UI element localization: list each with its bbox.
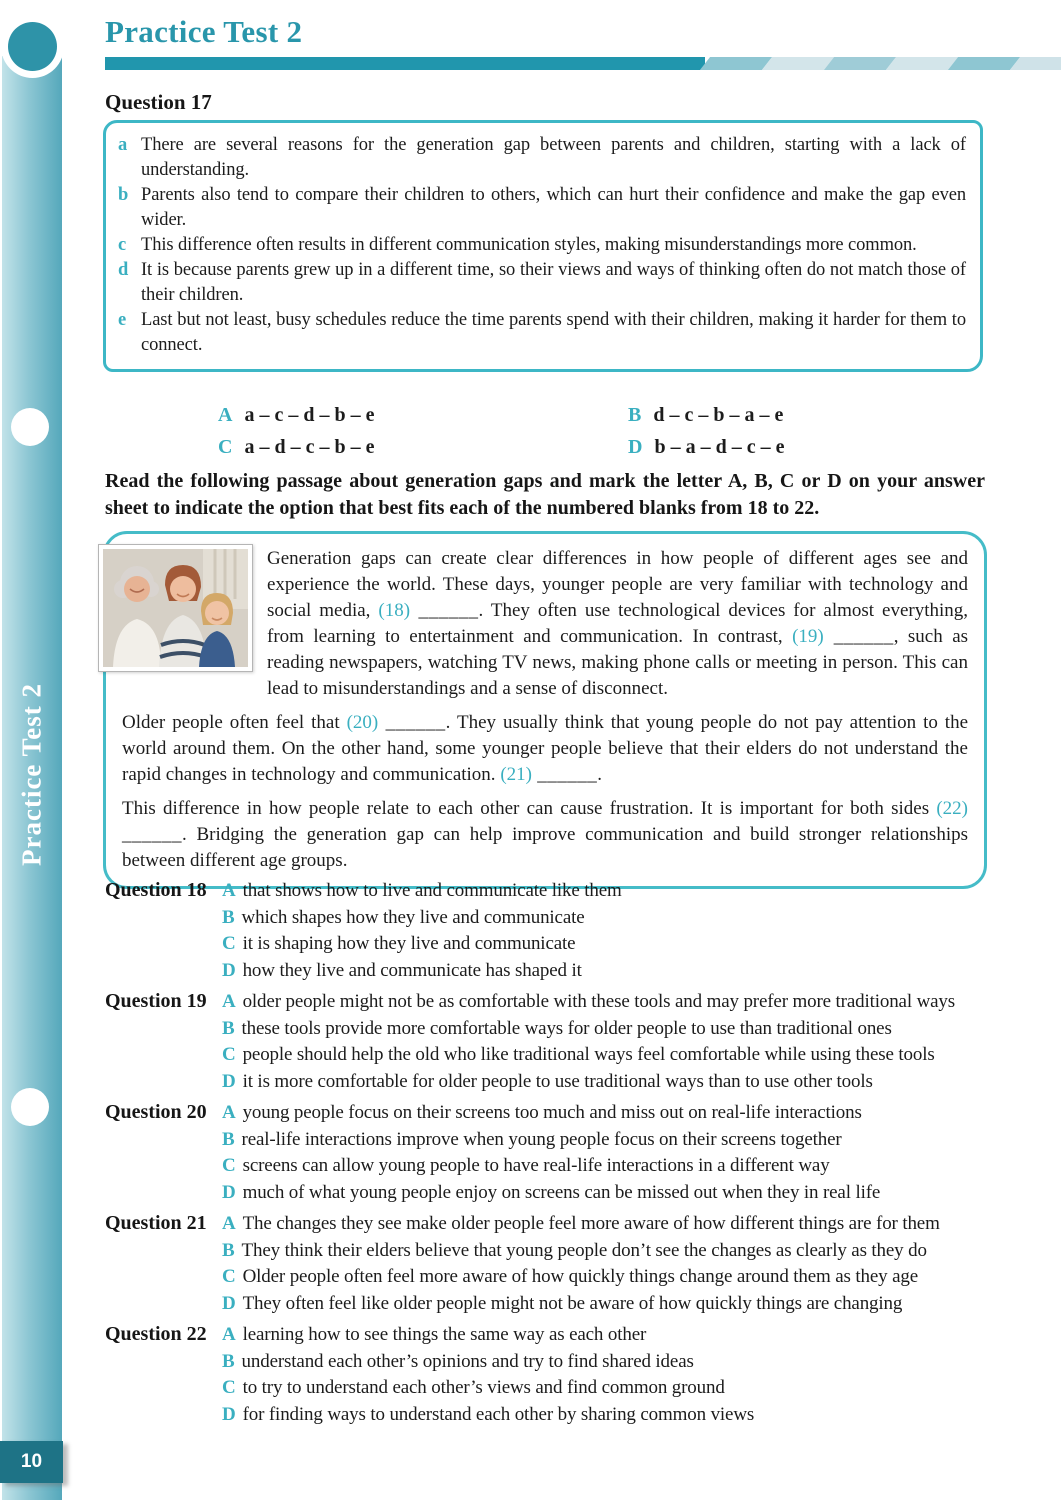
answer-option bbox=[222, 1127, 1045, 1154]
answer-option bbox=[222, 878, 1045, 905]
sentence-letter: e bbox=[118, 310, 127, 330]
header-bar-segment bbox=[824, 57, 896, 70]
answer-option bbox=[222, 1042, 1045, 1069]
option-text: to try to understand each other’s views and find common ground bbox=[242, 1377, 725, 1398]
q17-sentence-list bbox=[118, 133, 966, 358]
answer-option bbox=[222, 989, 1045, 1016]
question-block bbox=[105, 1100, 1045, 1206]
option-text: that shows how to live and communicate like them bbox=[242, 880, 622, 901]
option-text: screens can allow young people to have real-life interactions in a different way bbox=[242, 1155, 830, 1176]
decorative-top-circle bbox=[8, 22, 57, 71]
passage-text-segment: , such as reading newspapers, watching TV news, making phone calls or meeting in person. This can lead to misunderstandings and a sense of disconnect. bbox=[267, 626, 969, 699]
sentence-text: Parents also tend to compare their children to others, which can hurt their confidence and make the gap even wider. bbox=[141, 185, 966, 230]
option-letter: B bbox=[222, 1239, 235, 1261]
answer-option bbox=[222, 1375, 1045, 1402]
question-block bbox=[105, 1322, 1045, 1428]
q17-sentence bbox=[118, 133, 966, 183]
answer-option bbox=[222, 1402, 1045, 1429]
question-options bbox=[222, 1322, 1045, 1428]
option-text: b – a – d – c – e bbox=[654, 436, 785, 458]
option-letter: D bbox=[222, 1181, 236, 1203]
question-block bbox=[105, 878, 1045, 984]
sentence-letter: d bbox=[118, 260, 129, 280]
question-block bbox=[105, 1211, 1045, 1317]
answer-option bbox=[222, 1238, 1045, 1265]
option-text: They think their elders believe that young people don’t see the changes as clearly as they do bbox=[241, 1239, 927, 1261]
option-letter: B bbox=[222, 1350, 235, 1372]
question-options bbox=[222, 989, 1045, 1095]
header-bar-segment bbox=[886, 57, 958, 70]
passage-text-segment: . bbox=[597, 764, 602, 785]
option-text: real-life interactions improve when young people focus on their screens together bbox=[241, 1128, 842, 1150]
passage-text-segment: Generation gaps can create clear differences in how people of different ages see and experience the world. These days, younger people are very familiar with technology and social media, bbox=[267, 548, 968, 621]
passage-text-segment: This difference in how people relate to each other can cause frustration. It is important for both sides bbox=[122, 798, 937, 819]
option-letter: C bbox=[222, 1155, 236, 1176]
option-letter: A bbox=[222, 1102, 236, 1123]
option-text: a – d – c – b – e bbox=[244, 436, 375, 458]
blank-number: (22) bbox=[936, 798, 968, 819]
option-letter: D bbox=[628, 436, 643, 458]
question-label: Question 22 bbox=[105, 1323, 207, 1345]
header-bar-segment bbox=[762, 57, 834, 70]
option-letter: D bbox=[222, 1070, 236, 1092]
option-letter: B bbox=[628, 404, 642, 426]
sentence-letter: c bbox=[118, 235, 127, 255]
page-title: Practice Test 2 bbox=[105, 14, 303, 49]
option-letter: D bbox=[222, 1403, 236, 1425]
question-options bbox=[222, 1211, 1045, 1317]
question-options bbox=[222, 1100, 1045, 1206]
passage-paragraph bbox=[122, 796, 968, 874]
question17-sentence-box bbox=[103, 120, 983, 372]
q17-sentence bbox=[118, 308, 966, 358]
option-letter: B bbox=[222, 1128, 235, 1150]
sentence-text: Last but not least, busy schedules reduce the time parents spend with their children, making it harder for them to connect. bbox=[141, 310, 966, 355]
answer-option bbox=[222, 1180, 1045, 1207]
sentence-letter: a bbox=[118, 135, 128, 155]
blank-line: ______ bbox=[122, 824, 182, 845]
blank-number: (18) bbox=[378, 600, 411, 621]
blank-line: ______ bbox=[410, 600, 479, 621]
question-block bbox=[105, 989, 1045, 1095]
option-letter: C bbox=[222, 933, 236, 954]
blank-number: (21) bbox=[500, 764, 532, 785]
header-underline-bar bbox=[105, 57, 1020, 70]
decorative-white-circle bbox=[11, 408, 49, 446]
option-letter: D bbox=[222, 1292, 236, 1314]
option-letter: A bbox=[222, 880, 236, 901]
option-letter: C bbox=[222, 1044, 236, 1065]
family-photo-frame bbox=[98, 544, 253, 672]
answer-option bbox=[222, 1349, 1045, 1376]
option-text: how they live and communicate has shaped it bbox=[242, 959, 582, 981]
option-letter: A bbox=[222, 1324, 236, 1345]
answer-option bbox=[222, 1211, 1045, 1238]
option-text: The changes they see make older people feel more aware of how different things are for them bbox=[242, 1213, 940, 1234]
option-text: for finding ways to understand each other by sharing common views bbox=[242, 1403, 755, 1425]
header-bar-solid bbox=[105, 57, 705, 70]
passage-paragraph bbox=[122, 710, 968, 788]
q17-sentence bbox=[118, 233, 966, 258]
passage-text-segment: . Bridging the generation gap can help improve communication and build stronger relationships between different age groups. bbox=[122, 824, 968, 871]
answer-option bbox=[222, 958, 1045, 985]
answer-option bbox=[222, 1100, 1045, 1127]
option-letter: D bbox=[222, 959, 236, 981]
questions-18-22 bbox=[105, 878, 1045, 1433]
passage-text-segment: . They often use technological devices for almost everything, from learning to entertainment and communication. In contrast, bbox=[267, 600, 969, 647]
answer-option bbox=[222, 1291, 1045, 1318]
option-letter: B bbox=[222, 906, 235, 928]
question-label: Question 19 bbox=[105, 990, 207, 1012]
sentence-text: There are several reasons for the generation gap between parents and children, starting with a lack of understanding. bbox=[141, 135, 966, 180]
answer-option bbox=[222, 1016, 1045, 1043]
option-letter: C bbox=[222, 1266, 236, 1287]
option-text: it is shaping how they live and communicate bbox=[242, 933, 576, 954]
section-instruction: Read the following passage about generation gaps and mark the letter A, B, C or D on your answer sheet to indicate the option that best fits each of the numbered blanks from 18 to 22. bbox=[105, 470, 985, 519]
question17-label: Question 17 bbox=[105, 90, 212, 114]
answer-option bbox=[222, 1322, 1045, 1349]
option-text: understand each other’s opinions and try to find shared ideas bbox=[241, 1350, 694, 1372]
passage-box bbox=[103, 531, 987, 889]
sentence-text: This difference often results in different communication styles, making misunderstandings more common. bbox=[141, 235, 917, 255]
option-text: which shapes how they live and communicate bbox=[241, 906, 585, 928]
option-text: young people focus on their screens too much and miss out on real-life interactions bbox=[242, 1102, 862, 1123]
option-text: people should help the old who like traditional ways feel comfortable while using these tools bbox=[242, 1044, 935, 1065]
header-bar-segment bbox=[700, 57, 772, 70]
q17-sentence bbox=[118, 183, 966, 233]
question-options bbox=[222, 878, 1045, 984]
option-letter: A bbox=[222, 1213, 236, 1234]
sidebar-vertical-title: Practice Test 2 bbox=[16, 683, 47, 867]
option-text: Older people often feel more aware of how quickly things change around them as they age bbox=[242, 1266, 919, 1287]
blank-line: ______ bbox=[823, 626, 894, 647]
question-label: Question 18 bbox=[105, 879, 207, 901]
header-bar-segment bbox=[1010, 57, 1061, 70]
question-label: Question 21 bbox=[105, 1212, 207, 1234]
family-photo-image bbox=[103, 549, 248, 667]
page-number-badge: 10 bbox=[0, 1441, 63, 1483]
option-letter: A bbox=[222, 991, 236, 1012]
q17-answer-option bbox=[218, 436, 628, 459]
q17-answer-option bbox=[218, 404, 628, 427]
answer-option bbox=[222, 931, 1045, 958]
answer-option bbox=[222, 1264, 1045, 1291]
question-label: Question 20 bbox=[105, 1101, 207, 1123]
answer-option bbox=[222, 1069, 1045, 1096]
passage-text-segment: Older people often feel that bbox=[122, 712, 347, 733]
q17-answer-option bbox=[628, 436, 878, 459]
decorative-white-circle bbox=[11, 1088, 49, 1126]
option-text: much of what young people enjoy on screens can be missed out when they in real life bbox=[242, 1181, 881, 1203]
option-letter: B bbox=[222, 1017, 235, 1039]
option-text: these tools provide more comfortable ways for older people to use than traditional ones bbox=[241, 1017, 892, 1039]
blank-number: (20) bbox=[346, 712, 379, 733]
option-text: They often feel like older people might not be aware of how quickly things are changing bbox=[242, 1292, 903, 1314]
option-text: learning how to see things the same way as each other bbox=[242, 1324, 647, 1345]
sentence-text: It is because parents grew up in a different time, so their views and ways of thinking often do not match those of their children. bbox=[141, 260, 966, 305]
blank-line: ______ bbox=[378, 712, 446, 733]
blank-number: (19) bbox=[792, 626, 824, 647]
option-text: a – c – d – b – e bbox=[244, 404, 375, 426]
sentence-letter: b bbox=[118, 185, 129, 205]
option-letter: C bbox=[218, 436, 233, 458]
option-text: it is more comfortable for older people to use traditional ways than to use other tools bbox=[242, 1070, 873, 1092]
answer-option bbox=[222, 905, 1045, 932]
q17-answer-option bbox=[628, 404, 878, 427]
header-bar-segment bbox=[948, 57, 1020, 70]
option-letter: A bbox=[218, 404, 233, 426]
blank-line: ______ bbox=[531, 764, 598, 785]
option-letter: C bbox=[222, 1377, 236, 1398]
option-text: older people might not be as comfortable with these tools and may prefer more traditional ways bbox=[242, 991, 956, 1012]
answer-option bbox=[222, 1153, 1045, 1180]
q17-options bbox=[218, 404, 878, 459]
option-text: d – c – b – a – e bbox=[653, 404, 784, 426]
q17-sentence bbox=[118, 258, 966, 308]
passage-text-segment: . They usually think that young people do not pay attention to the world around them. On the other hand, some younger people believe that their elders do not understand the rapid changes in technology and communication. bbox=[122, 712, 968, 785]
